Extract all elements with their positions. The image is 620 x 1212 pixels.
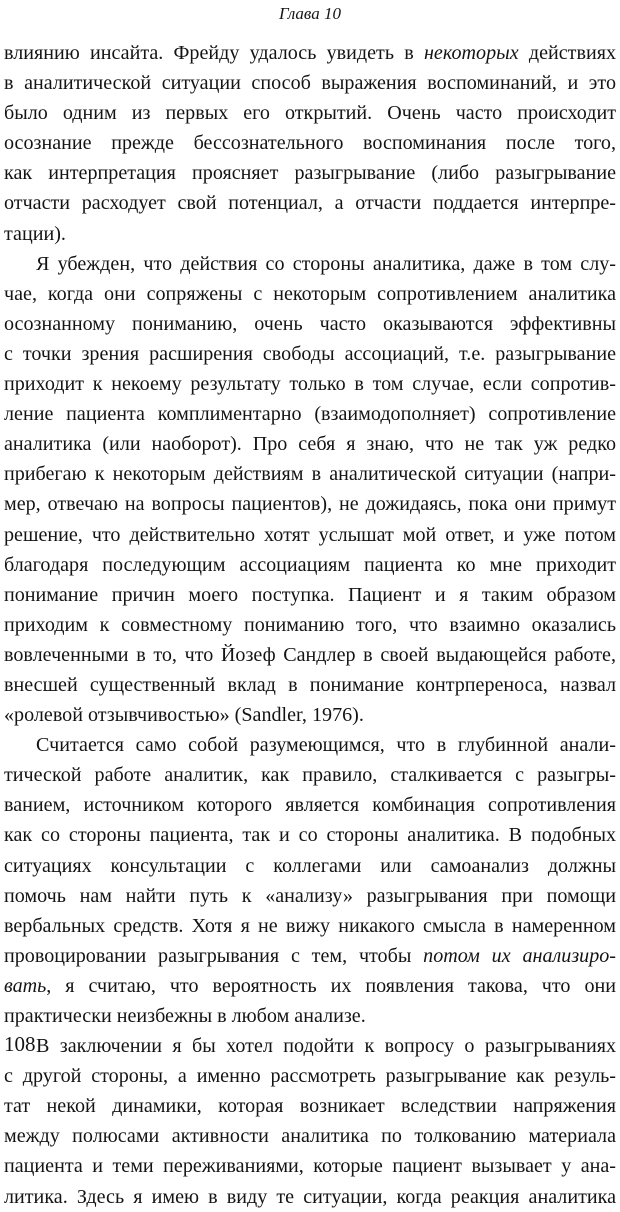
text-line — [4, 1091, 616, 1121]
text-line — [4, 520, 616, 550]
text-line — [4, 309, 616, 339]
text-line — [4, 279, 616, 309]
text-line — [4, 700, 616, 730]
text-line — [4, 38, 616, 68]
text-line — [4, 339, 616, 369]
text-line — [4, 790, 616, 820]
text-line — [4, 1031, 616, 1061]
text-run: «ролевой отзывчивостью» (Sandler, 1976). — [4, 704, 364, 727]
text-line — [4, 1001, 616, 1031]
text-line — [4, 1151, 616, 1181]
text-line — [4, 760, 616, 790]
text-run: осознание прежде бессознательного воспоминания после того, — [4, 132, 616, 155]
text-line — [4, 98, 616, 128]
text-run: практически неизбежны в любом анализе. — [4, 1005, 366, 1027]
running-head: Глава 10 — [279, 4, 341, 23]
text-run: литика. Здесь я имею в виду те ситуации, когда реакция аналитика — [4, 1185, 616, 1208]
text-run: внесшей существенный вклад в понимание контрпереноса, назвал — [4, 673, 616, 696]
text-line — [4, 489, 616, 519]
text-run: ление пациента комплиментарно (взаимодополняет) сопротивление — [4, 403, 616, 426]
text-line — [4, 1182, 616, 1212]
text-line — [4, 429, 616, 459]
text-run: осознанному пониманию, очень часто оказываются эффективны — [4, 312, 616, 335]
text-run: отчасти расходует свой потенциал, а отчасти поддается интерпре- — [4, 192, 616, 215]
text-line — [4, 730, 616, 760]
text-run: ситуациях консультации с коллегами или самоанализ должны — [4, 854, 616, 877]
page-number: 108 — [4, 1032, 36, 1056]
text-run: с другой стороны, а именно рассмотреть разыгрывание как резуль- — [4, 1065, 616, 1088]
text-run: вербальных средств. Хотя я не вижу никакого смысла в намеренном — [4, 914, 616, 937]
text-run: благодаря последующим ассоциациям пациента ко мне приходит — [4, 553, 616, 576]
text-line — [4, 68, 616, 98]
text-run: понимание причин моего поступка. Пациент и я таким образом — [4, 583, 616, 606]
text-run: влиянию инсайта. Фрейду удалось увидеть в — [4, 42, 424, 64]
text-line — [4, 881, 616, 911]
text-run: , я считаю, что вероятность их появления такова, что они — [46, 974, 616, 997]
text-line — [4, 158, 616, 188]
text-run: тации). — [4, 222, 66, 245]
text-run: провоцировании разыгрывания с тем, чтобы — [4, 944, 424, 967]
text-line — [4, 941, 616, 971]
paragraph — [4, 38, 616, 249]
text-run: как со стороны пациента, так и со стороны аналитика. В подобных — [4, 824, 616, 847]
text-run: ванием, источником которого является комбинация сопротивления — [4, 794, 616, 817]
italic-text: некоторых — [423, 42, 519, 64]
text-line — [4, 128, 616, 158]
text-line — [4, 580, 616, 610]
text-line — [4, 1121, 616, 1151]
text-run: В заключении я бы хотел подойти к вопросу о разыгрываниях — [36, 1035, 616, 1058]
text-run: действиях — [518, 42, 616, 64]
paragraph — [4, 249, 616, 731]
text-run: решение, что действительно хотят услышат мой ответ, и уже потом — [4, 523, 616, 546]
text-line — [4, 188, 616, 218]
text-run: приходим к совместному пониманию того, что взаимно оказались — [4, 613, 616, 636]
text-run: тической работе аналитик, как правило, сталкивается с разыгры- — [4, 764, 616, 787]
text-line — [4, 550, 616, 580]
text-run: вовлеченными в то, что Йозеф Сандлер в своей выдающейся работе, — [4, 643, 616, 666]
text-line — [4, 610, 616, 640]
text-run: между полюсами активности аналитика по толкованию материала — [4, 1125, 616, 1148]
text-line — [4, 219, 616, 249]
text-run: прибегаю к некоторым действиям в аналитической ситуации (напри- — [4, 463, 616, 486]
text-line — [4, 399, 616, 429]
text-run: в аналитической ситуации способ выражения воспоминаний, и это — [4, 72, 616, 95]
text-run: чае, когда они сопряжены с некоторым сопротивлением аналитика — [4, 282, 616, 305]
text-run: пациента и теми переживаниями, которые пациент вызывает у ана- — [4, 1155, 616, 1178]
text-run: было одним из первых его открытий. Очень часто происходит — [4, 102, 616, 125]
text-line — [4, 670, 616, 700]
text-run: Считается само собой разумеющимся, что в глубинной анали- — [36, 734, 616, 757]
text-line — [4, 820, 616, 850]
text-run: как интерпретация проясняет разыгрывание (либо разыгрывание — [4, 162, 616, 185]
text-run: помочь нам найти путь к «анализу» разыгрывания при помощи — [4, 884, 616, 907]
text-run: Я убежден, что действия со стороны аналитика, даже в том слу- — [36, 252, 616, 275]
paragraph — [4, 1031, 616, 1212]
text-line — [4, 911, 616, 941]
text-run: аналитика (или наоборот). Про себя я знаю, что не так уж редко — [4, 433, 616, 456]
body-text — [4, 38, 616, 1212]
text-line — [4, 459, 616, 489]
text-run: с точки зрения расширения свободы ассоциаций, т.е. разыгрывание — [4, 342, 616, 365]
text-line — [4, 369, 616, 399]
text-run: мер, отвечаю на вопросы пациентов), не дожидаясь, пока они примут — [4, 493, 616, 516]
text-line — [4, 640, 616, 670]
text-line — [4, 1061, 616, 1091]
text-run: приходит к некоему результату только в том случае, если сопротив- — [4, 373, 616, 396]
text-run: тат некой динамики, которая возникает вследствии напряжения — [4, 1095, 616, 1118]
italic-text: вать — [4, 974, 47, 997]
paragraph — [4, 730, 616, 1031]
text-line — [4, 971, 616, 1001]
italic-text: потом их анализиро- — [423, 944, 617, 967]
text-line — [4, 249, 616, 279]
text-line — [4, 851, 616, 881]
